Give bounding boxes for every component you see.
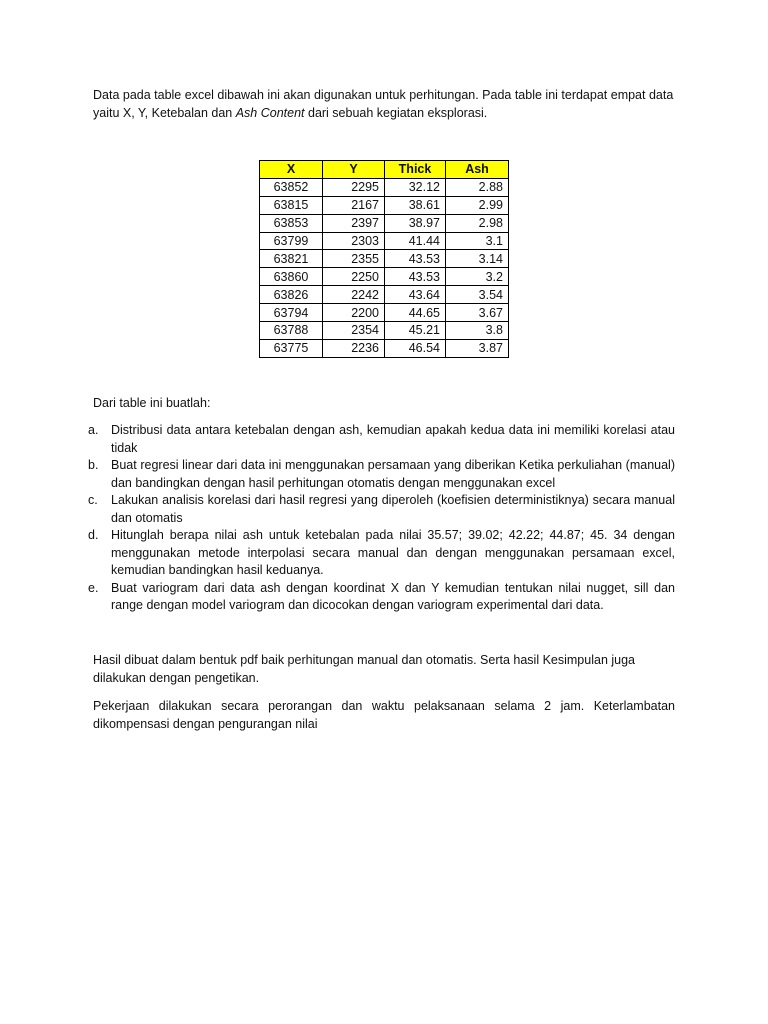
list-item bbox=[88, 527, 675, 580]
cell-thick: 43.53 bbox=[385, 250, 446, 268]
work-paragraph: Pekerjaan dilakukan secara perorangan dan waktu pelaksanaan selama 2 jam. Keterlambatan dikompensasi dengan pengurangan nilai bbox=[93, 699, 675, 731]
intro-paragraph bbox=[93, 87, 675, 122]
list-item-text: Distribusi data antara ketebalan dengan ash, kemudian apakah kedua data ini memiliki korelasi atau tidak bbox=[111, 423, 675, 455]
cell-y: 2397 bbox=[323, 214, 385, 232]
table-row bbox=[260, 232, 509, 250]
cell-ash: 3.54 bbox=[446, 286, 509, 304]
table-header-row bbox=[260, 161, 509, 179]
cell-ash: 3.67 bbox=[446, 304, 509, 322]
cell-thick: 43.64 bbox=[385, 286, 446, 304]
cell-x: 63775 bbox=[260, 339, 323, 357]
cell-x: 63788 bbox=[260, 322, 323, 340]
list-item bbox=[88, 457, 675, 492]
cell-y: 2236 bbox=[323, 339, 385, 357]
intro-text-before: Data pada table excel dibawah ini akan digunakan untuk perhitungan. Pada table ini terdapat empat data yaitu X, Y, Ketebalan dan bbox=[93, 88, 674, 120]
cell-ash: 2.88 bbox=[446, 178, 509, 196]
cell-x: 63860 bbox=[260, 268, 323, 286]
result-paragraph: Hasil dibuat dalam bentuk pdf baik perhitungan manual dan otomatis. Serta hasil Kesimpulan juga dilakukan dengan pengetikan. bbox=[93, 653, 635, 685]
cell-y: 2355 bbox=[323, 250, 385, 268]
cell-ash: 3.87 bbox=[446, 339, 509, 357]
table-row bbox=[260, 214, 509, 232]
list-item bbox=[88, 580, 675, 615]
table-row bbox=[260, 322, 509, 340]
list-marker: b. bbox=[88, 458, 99, 472]
cell-thick: 46.54 bbox=[385, 339, 446, 357]
header-ash: Ash bbox=[446, 161, 509, 179]
table-row bbox=[260, 339, 509, 357]
cell-ash: 2.99 bbox=[446, 196, 509, 214]
table-row bbox=[260, 268, 509, 286]
cell-thick: 38.97 bbox=[385, 214, 446, 232]
cell-ash: 3.2 bbox=[446, 268, 509, 286]
intro-text-after: dari sebuah kegiatan eksplorasi. bbox=[304, 105, 488, 120]
cell-ash: 3.8 bbox=[446, 322, 509, 340]
header-y: Y bbox=[323, 161, 385, 179]
list-item-text: Buat regresi linear dari data ini menggunakan persamaan yang diberikan Ketika perkuliahan (manual) dan bandingkan dengan hasil perhitungan otomatis dengan menggunakan excel bbox=[111, 458, 675, 490]
cell-y: 2295 bbox=[323, 178, 385, 196]
list-item-text: Buat variogram dari data ash dengan koordinat X dan Y kemudian tentukan nilai nugget, sill dan range dengan model variogram dan dicocokan dengan variogram experimental dari data. bbox=[111, 580, 675, 612]
intro-emphasis: Ash Content bbox=[235, 105, 305, 120]
cell-y: 2200 bbox=[323, 304, 385, 322]
table-row bbox=[260, 250, 509, 268]
cell-y: 2242 bbox=[323, 286, 385, 304]
task-list bbox=[88, 422, 675, 615]
table-row bbox=[260, 304, 509, 322]
lead-text: Dari table ini buatlah: bbox=[93, 396, 211, 410]
list-item-text: Hitunglah berapa nilai ash untuk ketebalan pada nilai 35.57; 39.02; 42.22; 44.87; 45. 34 dengan menggunakan metode interpolasi secara manual dan dengan menggunakan persamaan excel, kemudian bandingkan hasil keduanya. bbox=[111, 528, 675, 577]
table-row bbox=[260, 196, 509, 214]
table-row bbox=[260, 286, 509, 304]
list-marker: a. bbox=[88, 423, 99, 437]
cell-y: 2250 bbox=[323, 268, 385, 286]
header-thick: Thick bbox=[385, 161, 446, 179]
cell-x: 63799 bbox=[260, 232, 323, 250]
cell-ash: 3.14 bbox=[446, 250, 509, 268]
list-marker: c. bbox=[88, 493, 98, 507]
list-marker: d. bbox=[88, 528, 99, 542]
cell-thick: 32.12 bbox=[385, 178, 446, 196]
cell-thick: 43.53 bbox=[385, 268, 446, 286]
cell-x: 63826 bbox=[260, 286, 323, 304]
cell-x: 63794 bbox=[260, 304, 323, 322]
cell-x: 63852 bbox=[260, 178, 323, 196]
cell-y: 2167 bbox=[323, 196, 385, 214]
list-item bbox=[88, 492, 675, 527]
data-table bbox=[259, 160, 509, 358]
cell-thick: 41.44 bbox=[385, 232, 446, 250]
list-item bbox=[88, 422, 675, 457]
list-item-text: Lakukan analisis korelasi dari hasil regresi yang diperoleh (koefisien deterministiknya) secara manual dan otomatis bbox=[111, 493, 675, 525]
cell-y: 2303 bbox=[323, 232, 385, 250]
cell-x: 63815 bbox=[260, 196, 323, 214]
cell-x: 63853 bbox=[260, 214, 323, 232]
list-marker: e. bbox=[88, 580, 99, 595]
cell-thick: 44.65 bbox=[385, 304, 446, 322]
table-row bbox=[260, 178, 509, 196]
cell-y: 2354 bbox=[323, 322, 385, 340]
cell-ash: 3.1 bbox=[446, 232, 509, 250]
header-x: X bbox=[260, 161, 323, 179]
cell-thick: 45.21 bbox=[385, 322, 446, 340]
cell-thick: 38.61 bbox=[385, 196, 446, 214]
cell-x: 63821 bbox=[260, 250, 323, 268]
cell-ash: 2.98 bbox=[446, 214, 509, 232]
